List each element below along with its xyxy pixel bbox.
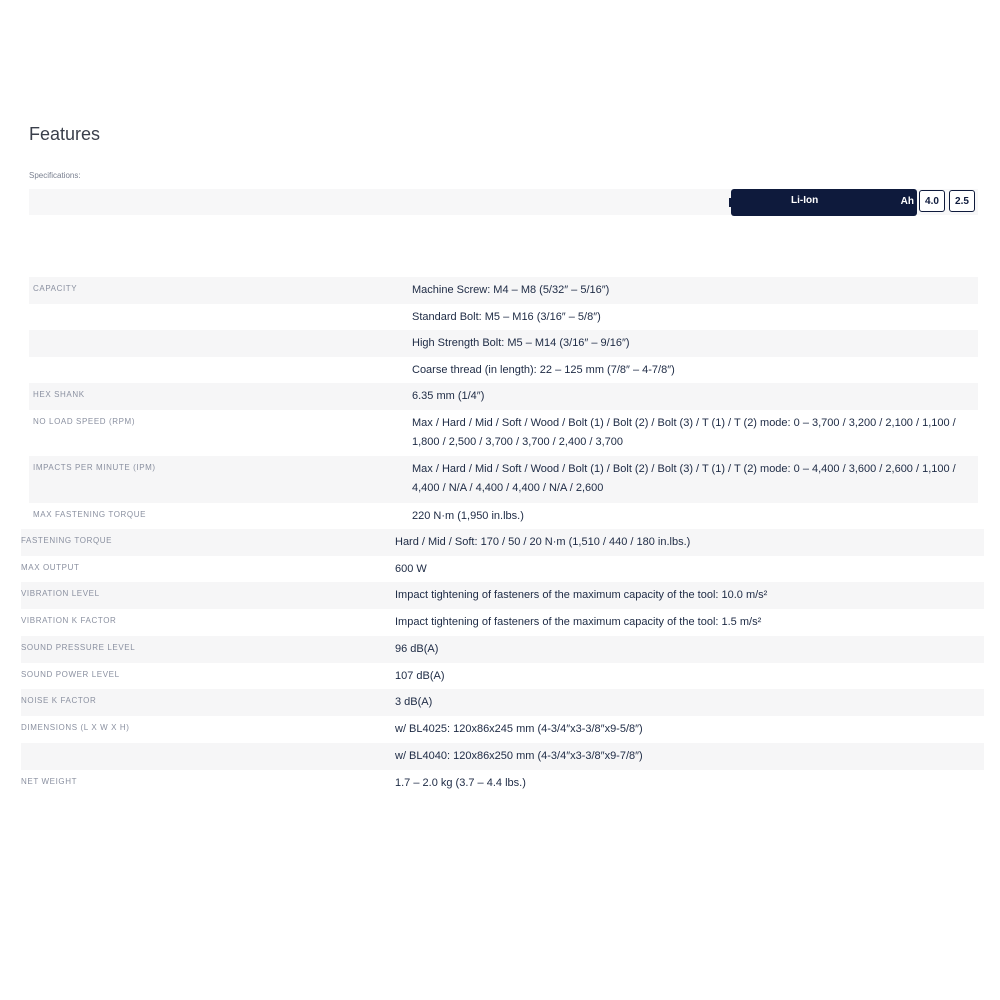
battery-unit-label: Ah [900, 196, 914, 207]
spec-row [21, 716, 984, 743]
spec-value: Coarse thread (in length): 22 – 125 mm (7/8″ – 4-7/8″) [412, 364, 675, 376]
spec-row [21, 663, 984, 689]
spec-row [21, 743, 984, 770]
spec-value: 96 dB(A) [395, 643, 439, 655]
spec-row [21, 582, 984, 609]
spec-row [21, 609, 984, 636]
spec-label: NO LOAD SPEED (RPM) [33, 417, 136, 426]
spec-label: IMPACTS PER MINUTE (IPM) [33, 463, 156, 472]
spec-value: w/ BL4025: 120x86x245 mm (4-3/4″x3-3/8″x9-5/8″) [395, 723, 643, 735]
page-title: Features [29, 124, 101, 144]
spec-row [29, 330, 978, 357]
spec-row [29, 304, 978, 330]
spec-label: FASTENING TORQUE [21, 536, 113, 545]
spec-row [21, 529, 984, 556]
specifications-label: Specifications: [29, 171, 81, 180]
spec-value: 6.35 mm (1/4″) [412, 390, 485, 402]
spec-value: Hard / Mid / Soft: 170 / 50 / 20 N·m (1,510 / 440 / 180 in.lbs.) [395, 536, 691, 548]
spec-row [29, 503, 978, 529]
spec-value: 3 dB(A) [395, 696, 433, 708]
spec-value: w/ BL4040: 120x86x250 mm (4-3/4″x3-3/8″x9-7/8″) [395, 750, 643, 762]
spec-label: VIBRATION K FACTOR [21, 616, 117, 625]
spec-value: Standard Bolt: M5 – M16 (3/16″ – 5/8″) [412, 311, 601, 323]
spec-value: Impact tightening of fasteners of the maximum capacity of the tool: 1.5 m/s² [395, 616, 762, 628]
spec-value: 220 N·m (1,950 in.lbs.) [412, 510, 524, 522]
spec-label: VIBRATION LEVEL [21, 589, 100, 598]
spec-label: SOUND PRESSURE LEVEL [21, 643, 136, 652]
spec-row [21, 770, 984, 796]
spec-label: DIMENSIONS (L X W X H) [21, 723, 130, 732]
spec-label: MAX FASTENING TORQUE [33, 510, 147, 519]
spec-value: 1.7 – 2.0 kg (3.7 – 4.4 lbs.) [395, 777, 526, 789]
spec-row [29, 383, 978, 410]
spec-value: Max / Hard / Mid / Soft / Wood / Bolt (1) / Bolt (2) / Bolt (3) / T (1) / T (2) mode: 0 – 4,400 / 3,600 / 2,600 / 1,100 / 4,400 / N/A / 4,400 / 4,400 / N/A / 2,600 [412, 463, 956, 494]
spec-row [21, 636, 984, 663]
spec-row [21, 689, 984, 716]
battery-capacity-option[interactable]: 4.0 [919, 190, 945, 212]
spec-value: High Strength Bolt: M5 – M14 (3/16″ – 9/16″) [412, 337, 630, 349]
spec-value: 600 W [395, 563, 427, 575]
spec-value: Impact tightening of fasteners of the maximum capacity of the tool: 10.0 m/s² [395, 589, 768, 601]
spec-value: Machine Screw: M4 – M8 (5/32″ – 5/16″) [412, 284, 610, 296]
spec-row [21, 556, 984, 582]
spec-label: SOUND POWER LEVEL [21, 670, 120, 679]
spec-label: CAPACITY [33, 284, 78, 293]
spec-value: 107 dB(A) [395, 670, 445, 682]
spec-row [29, 410, 978, 456]
spec-label: NET WEIGHT [21, 777, 78, 786]
spec-label: HEX SHANK [33, 390, 85, 399]
battery-type-pill [731, 189, 917, 216]
spec-row [29, 357, 978, 383]
battery-capacity-option[interactable]: 2.5 [949, 190, 975, 212]
spec-row [29, 456, 978, 503]
spec-row [29, 277, 978, 304]
battery-type-label: Li-Ion [791, 195, 819, 206]
spec-label: NOISE K FACTOR [21, 696, 97, 705]
spec-value: Max / Hard / Mid / Soft / Wood / Bolt (1) / Bolt (2) / Bolt (3) / T (1) / T (2) mode: 0 – 3,700 / 3,200 / 2,100 / 1,100 / 1,800 / 2,500 / 3,700 / 3,700 / 2,400 / 3,700 [412, 417, 956, 448]
spec-label: MAX OUTPUT [21, 563, 80, 572]
